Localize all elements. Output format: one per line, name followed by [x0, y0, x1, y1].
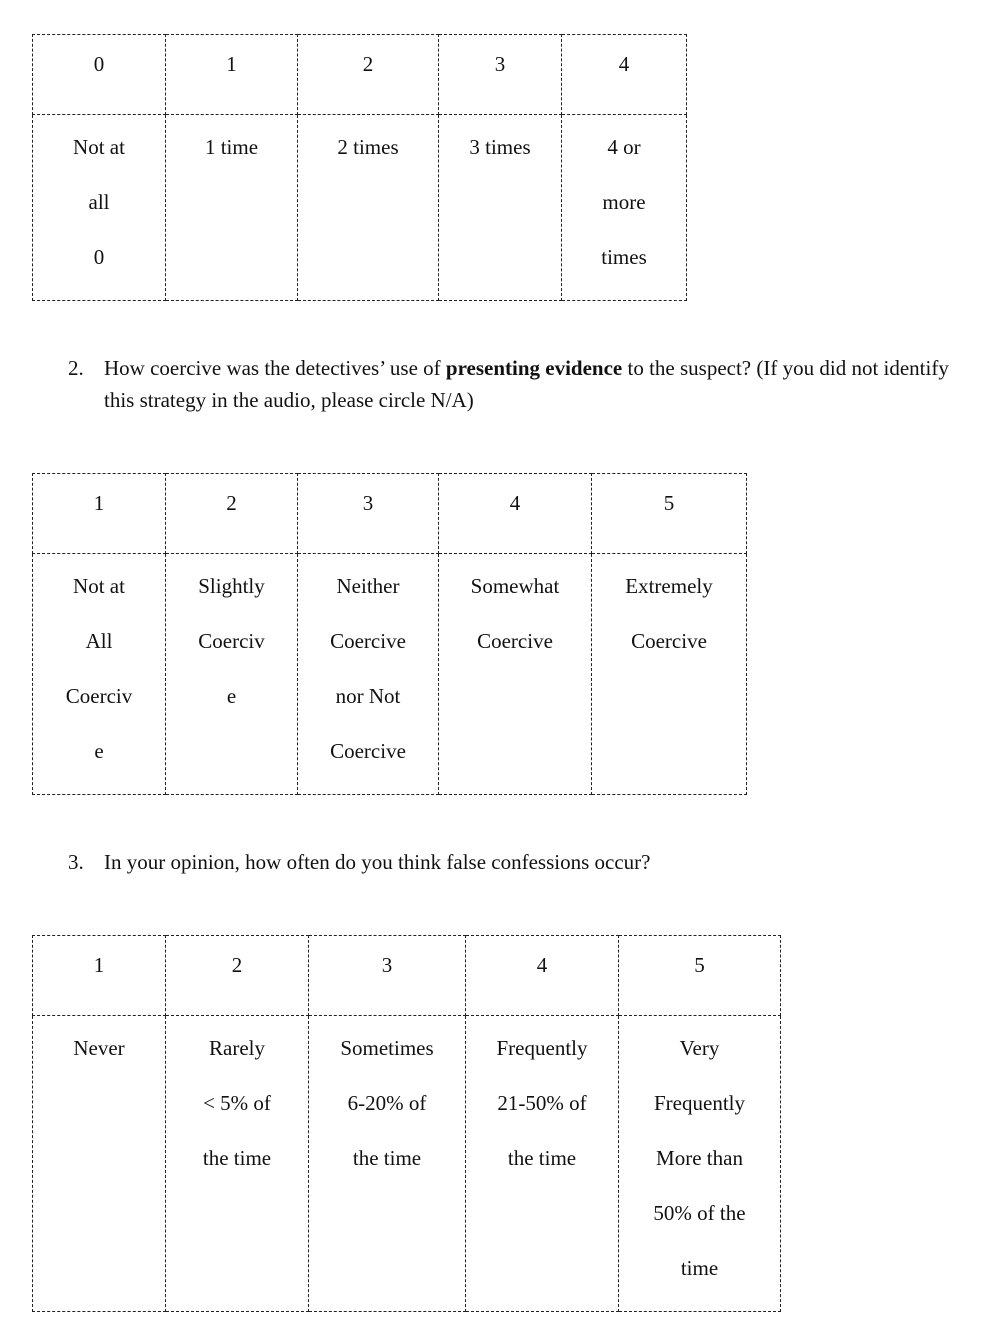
- scale-number[interactable]: 3: [439, 35, 562, 115]
- question-number: 3.: [68, 850, 84, 874]
- question-3: [68, 846, 968, 878]
- question-text-part: How coercive was the detectives’ use of: [104, 356, 446, 380]
- scale-number[interactable]: 2: [166, 474, 298, 554]
- scale-label-line: Coerciv: [65, 684, 133, 708]
- scale-label-line: Extremely: [625, 574, 713, 598]
- scale-label-line: Not at: [73, 574, 125, 598]
- scale-label-cell: [33, 554, 166, 795]
- scale-number[interactable]: 4: [439, 474, 592, 554]
- scale-label-line: 0: [93, 245, 105, 269]
- scale-number[interactable]: 5: [592, 474, 747, 554]
- scale-label-line: 1 time: [204, 135, 259, 159]
- scale-label-line: Slightly: [198, 574, 265, 598]
- scale-label-cell: [466, 1016, 619, 1312]
- scale-number[interactable]: 1: [166, 35, 298, 115]
- frequency-scale-table: [32, 34, 687, 301]
- scale-label-cell: [166, 1016, 309, 1312]
- question-2: [68, 352, 968, 416]
- scale-number[interactable]: 1: [33, 936, 166, 1016]
- scale-label-line: Coercive: [330, 739, 406, 763]
- scale-label-cell: [562, 115, 687, 301]
- scale-label-line: Coercive: [631, 629, 707, 653]
- scale-number-row: [33, 474, 747, 554]
- question-text: In your opinion, how often do you think false confessions occur?: [104, 850, 651, 874]
- scale-label-cell: [439, 115, 562, 301]
- scale-label-cell: [619, 1016, 781, 1312]
- scale-label-line: the time: [507, 1146, 577, 1170]
- scale-label-line: Frequently: [654, 1091, 745, 1115]
- coercion-scale-table: [32, 473, 747, 795]
- scale-number[interactable]: 5: [619, 936, 781, 1016]
- scale-label-row: [33, 115, 687, 301]
- scale-number-row: [33, 936, 781, 1016]
- scale-label-line: 6-20% of: [347, 1091, 427, 1115]
- scale-number[interactable]: 4: [466, 936, 619, 1016]
- scale-label-line: Very: [679, 1036, 720, 1060]
- scale-label-cell: [166, 115, 298, 301]
- question-text: [104, 352, 968, 416]
- scale-number[interactable]: 0: [33, 35, 166, 115]
- scale-number[interactable]: 4: [562, 35, 687, 115]
- scale-label-line: e: [94, 739, 104, 763]
- scale-label-line: 50% of the: [653, 1201, 746, 1225]
- scale-label-line: Coercive: [330, 629, 406, 653]
- scale-label-cell: [33, 1016, 166, 1312]
- false-confession-frequency-table: [32, 935, 781, 1312]
- scale-number[interactable]: 3: [309, 936, 466, 1016]
- scale-number[interactable]: 1: [33, 474, 166, 554]
- scale-label-line: Sometimes: [340, 1036, 434, 1060]
- scale-label-line: 3 times: [469, 135, 531, 159]
- scale-label-cell: [298, 115, 439, 301]
- scale-label-line: < 5% of: [203, 1091, 271, 1115]
- scale-label-line: more: [602, 190, 646, 214]
- scale-label-cell: [33, 115, 166, 301]
- scale-label-line: 21-50% of: [497, 1091, 587, 1115]
- scale-label-cell: [592, 554, 747, 795]
- scale-label-cell: [309, 1016, 466, 1312]
- scale-label-line: 2 times: [337, 135, 399, 159]
- scale-label-row: [33, 1016, 781, 1312]
- scale-label-line: 4 or: [607, 135, 641, 159]
- scale-label-line: Rarely: [209, 1036, 265, 1060]
- scale-number[interactable]: 2: [166, 936, 309, 1016]
- scale-label-line: all: [88, 190, 110, 214]
- question-text-part: to the suspect? (If you did not identify this strategy in the audio, please circle N/A): [104, 356, 949, 412]
- scale-label-line: More than: [656, 1146, 743, 1170]
- scale-label-line: Never: [73, 1036, 125, 1060]
- scale-label-row: [33, 554, 747, 795]
- scale-label-line: Not at: [73, 135, 125, 159]
- scale-label-line: Neither: [336, 574, 400, 598]
- question-number: 2.: [68, 356, 84, 380]
- scale-label-line: Coerciv: [198, 629, 265, 653]
- scale-number[interactable]: 2: [298, 35, 439, 115]
- scale-number[interactable]: 3: [298, 474, 439, 554]
- scale-label-line: the time: [202, 1146, 272, 1170]
- scale-label-line: nor Not: [335, 684, 401, 708]
- scale-label-line: time: [680, 1256, 719, 1280]
- scale-label-line: Somewhat: [470, 574, 560, 598]
- scale-label-line: e: [226, 684, 237, 708]
- scale-number-row: [33, 35, 687, 115]
- scale-label-line: Frequently: [496, 1036, 588, 1060]
- scale-label-line: times: [601, 245, 647, 269]
- scale-label-cell: [298, 554, 439, 795]
- scale-label-line: Coercive: [477, 629, 553, 653]
- scale-label-line: the time: [352, 1146, 422, 1170]
- question-emphasis: presenting evidence: [445, 356, 623, 380]
- scale-label-cell: [166, 554, 298, 795]
- scale-label-line: All: [85, 629, 113, 653]
- scale-label-cell: [439, 554, 592, 795]
